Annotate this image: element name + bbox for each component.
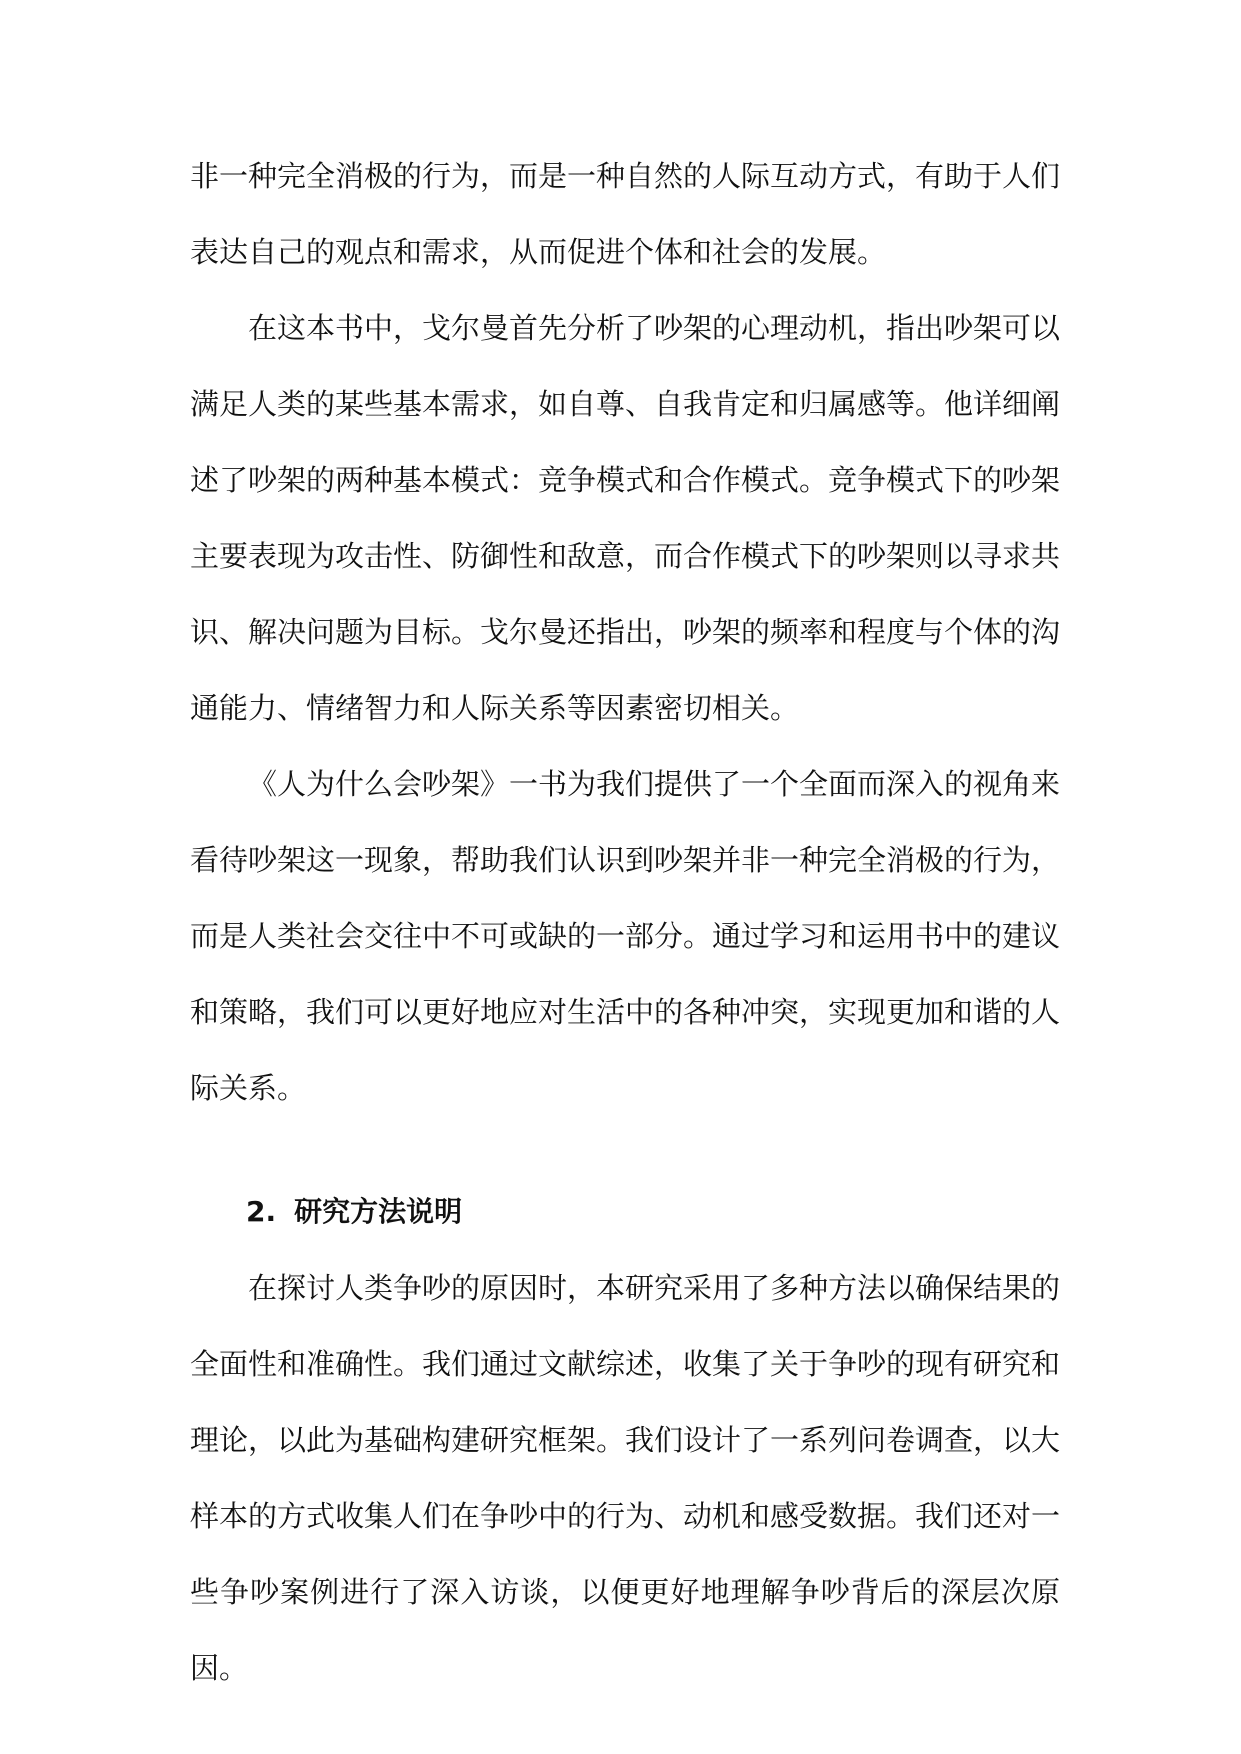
paragraph-goleman-analysis: 在这本书中，戈尔曼首先分析了吵架的心理动机，指出吵架可以满足人类的某些基本需求，如自尊、自我肯定和归属感等。他详细阐述了吵架的两种基本模式：竞争模式和合作模式。竞争模式下的吵架主要表现为攻击性、防御性和敌意，而合作模式下的吵架则以寻求共识、解决问题为目标。戈尔曼还指出，吵架的频率和程度与个体的沟通能力、情绪智力和人际关系等因素密切相关。 — [190, 311, 1061, 725]
section-title: 研究方法说明 — [294, 1195, 463, 1228]
paragraph-continuation: 非一种完全消极的行为，而是一种自然的人际互动方式，有助于人们表达自己的观点和需求，从而促进个体和社会的发展。 — [190, 159, 1061, 269]
paragraph-research-methods: 在探讨人类争吵的原因时，本研究采用了多种方法以确保结果的全面性和准确性。我们通过文献综述，收集了关于争吵的现有研究和理论，以此为基础构建研究框架。我们设计了一系列问卷调查，以大样本的方式收集人们在争吵中的行为、动机和感受数据。我们还对一些争吵案例进行了深入访谈，以便更好地理解争吵背后的深层次原因。 — [190, 1271, 1061, 1685]
paragraph-book-summary: 《人为什么会吵架》一书为我们提供了一个全面而深入的视角来看待吵架这一现象，帮助我们认识到吵架并非一种完全消极的行为，而是人类社会交往中不可或缺的一部分。通过学习和运用书中的建议和策略，我们可以更好地应对生活中的各种冲突，实现更加和谐的人际关系。 — [190, 767, 1061, 1105]
document-body — [190, 138, 1060, 1706]
section-heading — [190, 1174, 1060, 1250]
section-number: 2. — [246, 1195, 277, 1228]
